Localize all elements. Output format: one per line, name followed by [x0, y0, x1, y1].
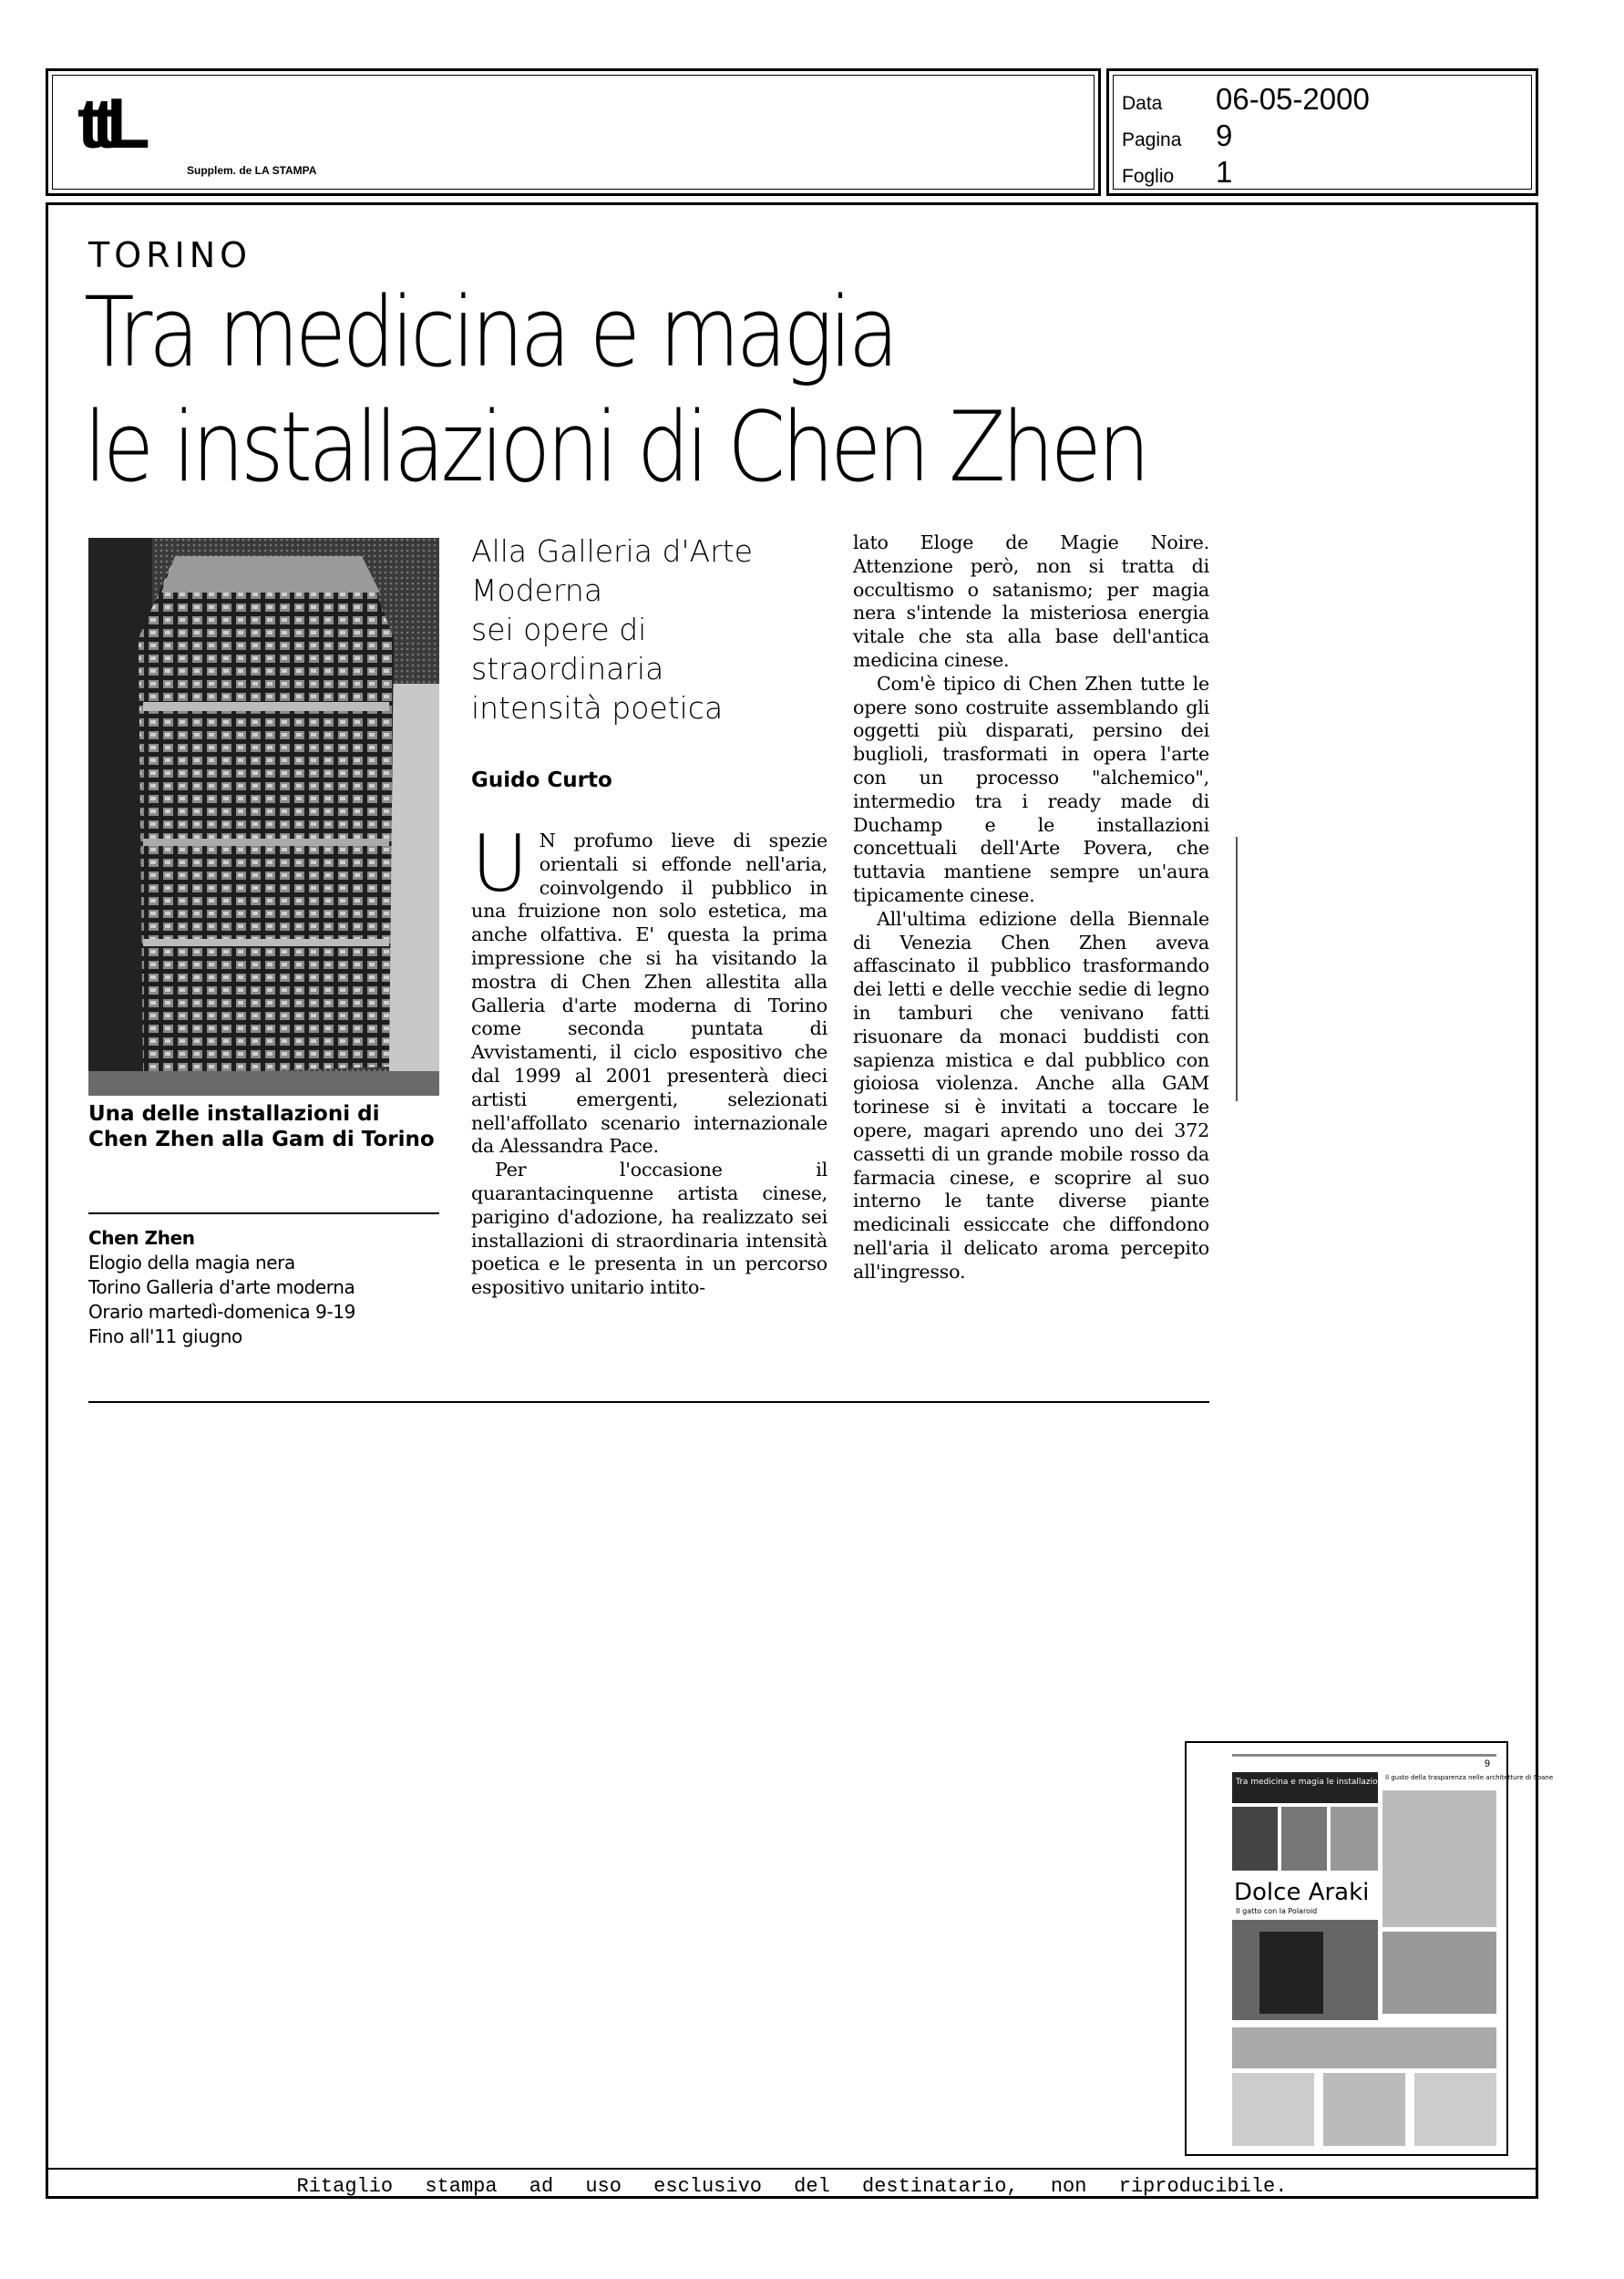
thumbnail-page-number: 9: [1484, 1758, 1490, 1769]
footer-notice: Ritaglio stampa ad uso esclusivo del destinatario, non riproducibile.: [296, 2175, 1288, 2198]
article-kicker: TORINO: [88, 235, 252, 275]
header-left-box: [46, 68, 1101, 196]
drop-cap: U: [471, 819, 529, 910]
body-paragraph: All'ultima edizione della Biennale di Venezia Chen Zhen aveva affascinato il pubblico trasformando dei letti e delle vecchie sedie di legno in tamburi che venivano fatti risuonare da monaci buddisti con sapienza mistica e dal pubblico con gioiosa violenza. Anche alla GAM torinese si è invitati a toccare le opere, magari aprendo uno dei 372 cassetti di un grande mobile rosso da farmacia cinese, e scoprire al suo interno le tante diverse piante medicinali essiccate che diffondono nell'aria il delicato aroma percepito all'ingresso.: [853, 907, 1209, 1283]
thumbnail-headline-right: Il gusto della trasparenza nelle architetture di Soane: [1385, 1774, 1554, 1781]
info-line: Torino Galleria d'arte moderna: [88, 1276, 355, 1298]
subtitle-line: Alla Galleria d'Arte: [471, 533, 753, 569]
article-subtitle: [471, 531, 836, 727]
page-thumbnail: [1185, 1741, 1554, 2156]
meta-value-page: 9: [1216, 119, 1233, 152]
body-paragraph: N profumo lieve di spezie orientali si effonde nell'aria, coinvolgendo il pubblico in una fruizione non solo estetica, ma anche olfattiva. E' questa la prima impressione che si ha visitando la mostra di Chen Zhen allestita alla Galleria d'arte moderna di Torino come seconda puntata di Avvistamenti, il ciclo espositivo che dal 1999 al 2001 presenterà dieci artisti emergenti, selezionati nell'affollato scenario internazionale da Alessandra Pace.: [471, 830, 827, 1158]
thumbnail-headline-left: Tra medicina e magia le installazioni di Chen Zhen: [1236, 1778, 1443, 1787]
byline: Guido Curto: [471, 768, 612, 792]
subtitle-line: Moderna: [471, 572, 603, 608]
meta-row-sheet: [1122, 155, 1232, 190]
meta-label-sheet: Foglio: [1122, 166, 1175, 187]
body-paragraph: Per l'occasione il quarantacinquenne artista cinese, parigino d'adozione, ha realizzato sei installazioni di straordinaria intensità poetica e le presenta in un percorso espositivo unitario intito-: [471, 1159, 827, 1299]
photo-caption: Una delle installazioni di Chen Zhen alla Gam di Torino: [88, 1102, 435, 1151]
body-column-2: [853, 531, 1209, 1284]
meta-label-date: Data: [1122, 93, 1163, 114]
info-line: Fino all'11 giugno: [88, 1325, 242, 1347]
info-separator: [88, 1212, 439, 1214]
meta-value-sheet: 1: [1216, 155, 1233, 189]
thumbnail-page-image: [1232, 1754, 1554, 2146]
thumbnail-feature-title: Dolce Araki: [1234, 1879, 1370, 1906]
info-line: Elogio della magia nera: [88, 1252, 295, 1274]
thumbnail-feature-subtitle: Il gatto con la Polaroid: [1236, 1907, 1318, 1915]
article-bottom-rule: [88, 1401, 1209, 1403]
info-title: Chen Zhen: [88, 1227, 195, 1249]
headline-line-2: le installazioni di Chen Zhen: [84, 391, 1146, 503]
subtitle-line: intensità poetica: [471, 690, 724, 726]
headline-line-1: Tra medicina e magia: [84, 276, 896, 388]
meta-row-date: [1122, 82, 1370, 117]
publication-logo: ttL: [77, 83, 141, 163]
body-paragraph: Com'è tipico di Chen Zhen tutte le opere sono costruite assemblando gli oggetti più disparati, persino dei buglioli, trasformati in opera l'arte con un processo "alchemico", intermedio tra i ready made di Duchamp e le installazioni concettuali dell'Arte Povera, che tuttavia mantiene sempre un'aura tipicamente cinese.: [853, 672, 1209, 906]
footer-rule: [46, 2168, 1538, 2170]
info-line: Orario martedì-domenica 9-19: [88, 1301, 355, 1323]
header-meta-box: [1106, 68, 1538, 196]
publication-subtitle: Supplem. de LA STAMPA: [187, 164, 317, 177]
meta-row-page: [1122, 119, 1232, 153]
body-column-1: [471, 819, 827, 1300]
info-box: [88, 1226, 448, 1349]
meta-value-date: 06-05-2000: [1216, 82, 1370, 116]
body-paragraph: lato Eloge de Magie Noire. Attenzione però, non si tratta di occultismo o satanismo; per magia nera s'intende la misteriosa energia vitale che sta alla base dell'antica medicina cinese.: [853, 531, 1209, 671]
installation-photo: [88, 538, 439, 1096]
column-rule: [1236, 837, 1238, 1101]
meta-label-page: Pagina: [1122, 129, 1182, 150]
subtitle-line: sei opere di straordinaria: [471, 612, 664, 686]
